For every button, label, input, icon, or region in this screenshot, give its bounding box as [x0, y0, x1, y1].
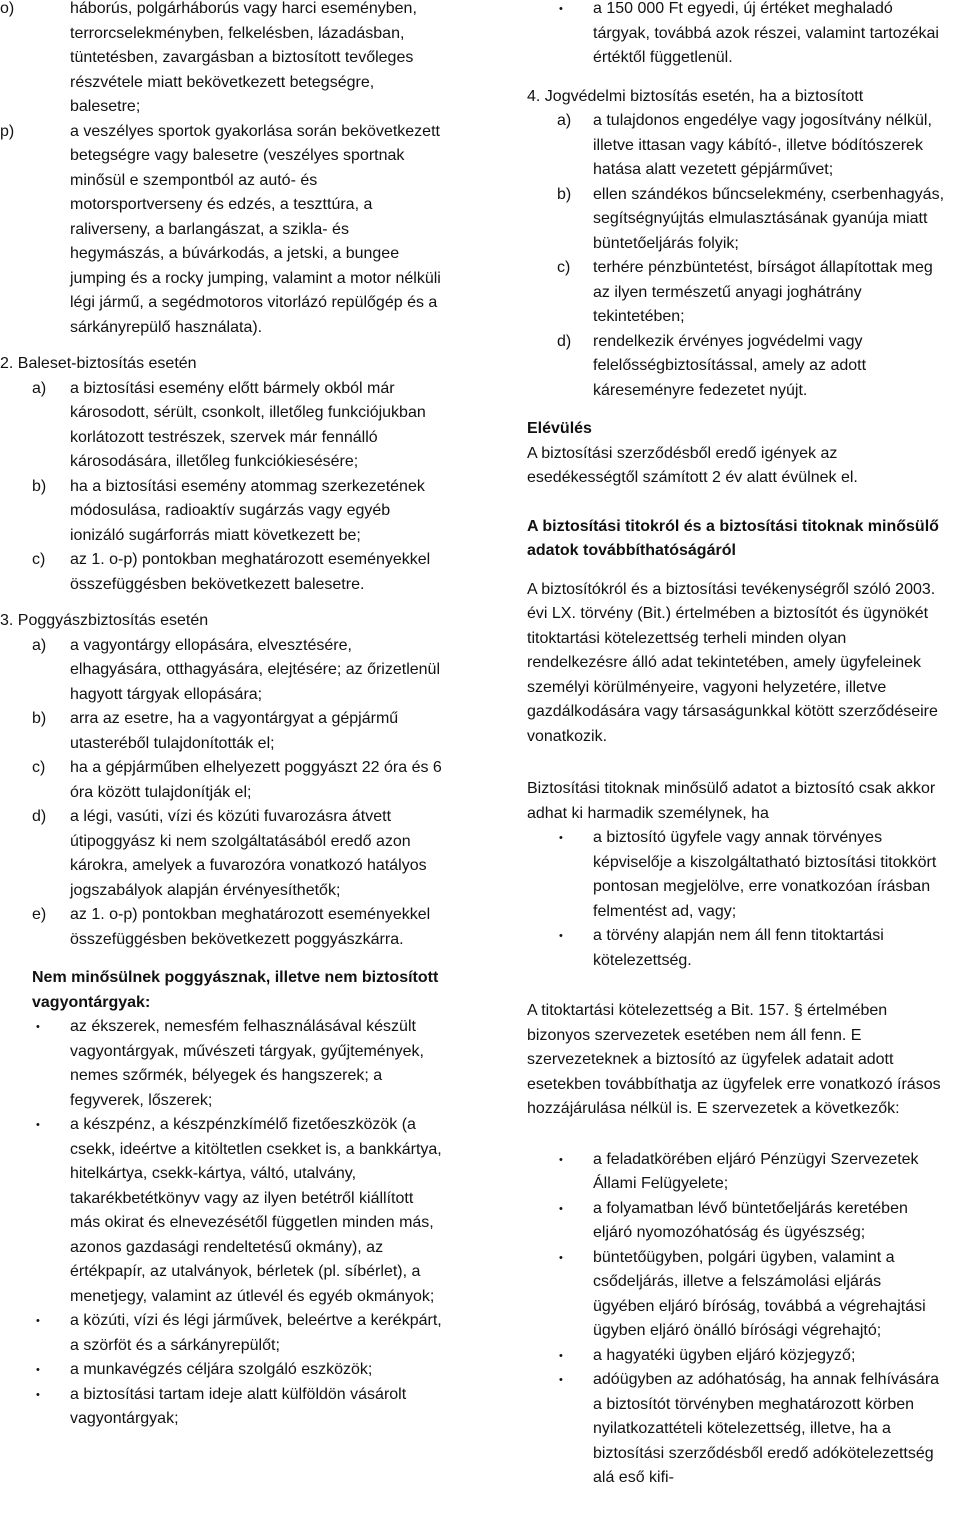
list-text: ellen szándékos bűncselekmény, cserbenhagyás, segítségnyújtás elmulasztásának gyanúja miatt büntetőeljárás folyik; [593, 185, 945, 252]
list-text: a vagyontárgy ellopására, elvesztésére, elhagyására, otthagyására, elejtésére; az őrizetlenül hagyott tárgyak ellopására; [70, 636, 440, 703]
bullet-item [527, 826, 945, 924]
list-text: arra az esetre, ha a vagyontárgyat a gépjármű utasteréből tulajdonították el; [70, 710, 399, 752]
secret-para-3: A titoktartási kötelezettség a Bit. 157. § értelmében bizonyos szervezetek esetében nem áll fenn. E szervezeteknek a biztosító az ügyfelek adatait adott esetekben továbbíthatja az ügyfelek erre vonatkozó írásos hozzájárulása nélkül is. E szervezetek a következők: [527, 1002, 941, 1117]
list-marker: d) [557, 332, 572, 350]
list-marker: a) [32, 379, 47, 397]
list-marker: a) [32, 636, 47, 654]
bullet-item [32, 1309, 444, 1358]
bullet-icon: • [559, 1374, 563, 1386]
bullet-icon: • [36, 1315, 40, 1327]
list-item-4a [527, 109, 945, 183]
list-text: a légi, vasúti, vízi és közúti fuvarozásra átvett útipoggyász ki nem szolgáltatásából eredő azon károkra, amelyek a fuvarozóra vonatkozó hatályos jogszabályok alapján érvényesíthetők; [70, 808, 427, 899]
bullet-item [527, 1148, 945, 1197]
list-text: a biztosító ügyfele vagy annak törvényes képviselője a kiszolgáltatható biztosítási titokkört pontosan megjelölve, erre vonatkozóan írásban felmentést ad, vagy; [593, 829, 937, 920]
bullet-item [527, 1197, 945, 1246]
list-item-3a [32, 634, 444, 708]
bullet-icon: • [559, 3, 563, 15]
list-item-3e [32, 903, 444, 952]
list-text: a közúti, vízi és légi járművek, beleértve a kerékpárt, a szörföt és a sárkányrepülőt; [70, 1312, 442, 1354]
list-text: a törvény alapján nem áll fenn titoktartási kötelezettség. [593, 927, 884, 969]
bullet-item [32, 1113, 444, 1309]
list-item-o [0, 0, 444, 120]
bullet-item [32, 1358, 444, 1383]
list-marker: c) [32, 551, 46, 568]
list-text: terhére pénzbüntetést, bírságot állapítottak meg az ilyen természetű anyagi joghátrány tekintetében; [593, 259, 933, 325]
bullet-item [32, 1015, 444, 1113]
bullet-icon: • [559, 1153, 563, 1166]
list-text: ha a biztosítási esemény atommag szerkezetének módosulása, radioaktív sugárzás vagy egyéb ionizáló sugárforrás miatt következett be; [70, 477, 425, 544]
list-marker: c) [557, 259, 571, 276]
right-column [527, 0, 945, 1491]
bullet-icon: • [36, 1364, 40, 1376]
list-text: a feladatkörében eljáró Pénzügyi Szervezetek Állami Felügyelete; [593, 1150, 919, 1192]
list-text: a hagyatéki ügyben eljáró közjegyző; [593, 1346, 856, 1364]
list-item-3c [32, 756, 444, 805]
list-text: büntetőügyben, polgári ügyben, valamint a csődeljárás, illetve a felszámolási eljárás ügyében eljáró bíróság, továbbá a végrehajtási ügyben eljáró önálló bírósági végrehajtó; [593, 1248, 926, 1339]
list-marker: e) [32, 906, 47, 923]
list-item-2a [32, 377, 444, 475]
list-marker: a) [557, 112, 572, 129]
secret-heading: A biztosítási titokról és a biztosítási titoknak minősülő adatok továbbíthatóságáról [527, 517, 939, 559]
bullet-icon: • [559, 1251, 563, 1264]
bullet-item [527, 1368, 945, 1491]
list-marker: d) [32, 808, 47, 825]
list-marker: c) [32, 759, 46, 776]
list-text: a biztosítási tartam ideje alatt külföldön vásárolt vagyontárgyak; [70, 1385, 407, 1427]
bullet-item [527, 924, 945, 973]
bullet-item [32, 1383, 444, 1432]
section-3-heading: 3. Poggyászbiztosítás esetén [0, 612, 209, 629]
bullet-icon: • [36, 1388, 40, 1401]
list-text: adóügyben az adóhatóság, ha annak felhívására a biztosítót törvényben meghatározott körben nyilatkozattételi kötelezettség, illetve, ha a biztosítási szerződésből eredő adókötelezettség alá eső kifi- [593, 1371, 940, 1486]
bullet-icon: • [559, 1349, 563, 1362]
secret-para-1: A biztosítókról és a biztosítási tevékenységről szóló 2003. évi LX. törvény (Bit.) értelmében a biztosítót és ügynökét titoktartási kötelezettség terheli minden olyan rendelkezésre álló adat tekintetében, amely ügyfeleinek személyi körülményeire, vagyoni helyzetére, illetve gazdálkodására vagy társaságunkkal kötött szerződéseire vonatkozik. [527, 580, 938, 745]
secret-para-2: Biztosítási titoknak minősülő adatot a biztosító csak akkor adhat ki harmadik személynek, ha [527, 780, 936, 822]
list-item-2c [32, 548, 444, 597]
bullet-icon: • [36, 1021, 40, 1033]
list-marker: b) [32, 477, 47, 495]
elevules-text: A biztosítási szerződésből eredő igények az esedékességtől számított 2 év alatt évülnek el. [527, 444, 858, 486]
list-text: háborús, polgárháborús vagy harci eseményben, terrorcselekményben, felkelésben, lázadásban, tüntetésben, zavargásban a biztosított tevőleges részvétele miatt bekövetkezett betegségre, balesetre; [70, 0, 417, 115]
elevules-heading: Elévülés [527, 420, 592, 437]
section-2-heading: 2. Baleset-biztosítás esetén [0, 355, 197, 372]
list-item-4b [527, 183, 945, 257]
list-marker: b) [32, 710, 47, 727]
list-text: a biztosítási esemény előtt bármely okból már károsodott, sérült, csonkolt, illetőleg funkciójukban korlátozott testrészek, szervek már fennálló károsodására, illetőleg funkciókiesésére; [70, 379, 426, 470]
list-item-4c [527, 256, 945, 330]
list-text: rendelkezik érvényes jogvédelmi vagy felelősségbiztosítással, amely az adott káreseményre fedezetet nyújt. [593, 332, 867, 399]
bullet-item [527, 1246, 945, 1344]
bullet-icon: • [559, 930, 563, 942]
list-item-3d [32, 805, 444, 903]
list-text: a készpénz, a készpénzkímélő fizetőeszközök (a csekk, ideértve a kitöltetlen csekket is, a bankkártya, hitelkártya, csekk-kártya, váltó, utalvány, takarékbetétkönyv vagy az ilyen betétről kiállított más okirat és elnevezésétől független minden más, azonos gazdasági rendeltetésű okmány), az értékpapír, az utalványok, bérletek (pl. síbérlet), a menetjegy, valamint az útlevél és egyéb okmányok; [70, 1116, 442, 1305]
bullet-icon: • [36, 1119, 40, 1131]
list-marker: p) [0, 122, 15, 140]
list-item-4d [527, 330, 945, 404]
list-text: a 150 000 Ft egyedi, új értéket meghaladó tárgyak, továbbá azok részei, valamint tartozékai értéktől függetlenül. [593, 0, 939, 66]
list-text: az ékszerek, nemesfém felhasználásával készült vagyontárgyak, művészeti tárgyak, gyűjtemények, nemes szőrmék, bélyegek és hangszerek; a fegyverek, lőszerek; [70, 1018, 424, 1109]
list-text: a veszélyes sportok gyakorlása során bekövetkezett betegségre vagy balesetre (veszélyes sportnak minősül e szempontból az autó- és motorsportverseny és edzés, a teszttúra, a raliverseny, a barlangászat, a szikla- és hegymászás, a búvárkodás, a jetski, a bungee jumping és a rocky jumping, valamint a motor nélküli légi jármű, a segédmotoros vitorlázó repülőgép és a sárkányrepülő használata). [70, 122, 441, 336]
section-4-heading: 4. Jogvédelmi biztosítás esetén, ha a biztosított [527, 87, 864, 105]
bullet-item [527, 0, 945, 71]
list-text: a tulajdonos engedélye vagy jogosítvány nélkül, illetve ittasan vagy kábító-, illetve bódítószerek hatása alatt vezetett gépjárművet; [593, 112, 932, 178]
list-marker: b) [557, 185, 572, 203]
list-text: az 1. o-p) pontokban meghatározott eseményekkel összefüggésben bekövetkezett poggyászkárra. [70, 906, 431, 948]
bullet-icon: • [559, 832, 563, 844]
list-item-p [0, 120, 444, 341]
list-item-2b [32, 475, 444, 549]
list-text: a munkavégzés céljára szolgáló eszközök; [70, 1361, 373, 1378]
list-text: a folyamatban lévő büntetőeljárás keretében eljáró nyomozóhatóság és ügyészség; [593, 1199, 908, 1241]
list-marker: o) [0, 0, 15, 17]
bullet-icon: • [559, 1202, 563, 1215]
list-item-3b [32, 707, 444, 756]
nonluggage-heading: Nem minősülnek poggyásznak, illetve nem biztosított vagyontárgyak: [32, 969, 439, 1011]
left-column [0, 0, 444, 1432]
list-text: ha a gépjárműben elhelyezett poggyászt 22 óra és 6 óra között tulajdonítják el; [70, 759, 442, 801]
list-text: az 1. o-p) pontokban meghatározott eseményekkel összefüggésben bekövetkezett balesetre. [70, 551, 431, 593]
bullet-item [527, 1344, 945, 1369]
